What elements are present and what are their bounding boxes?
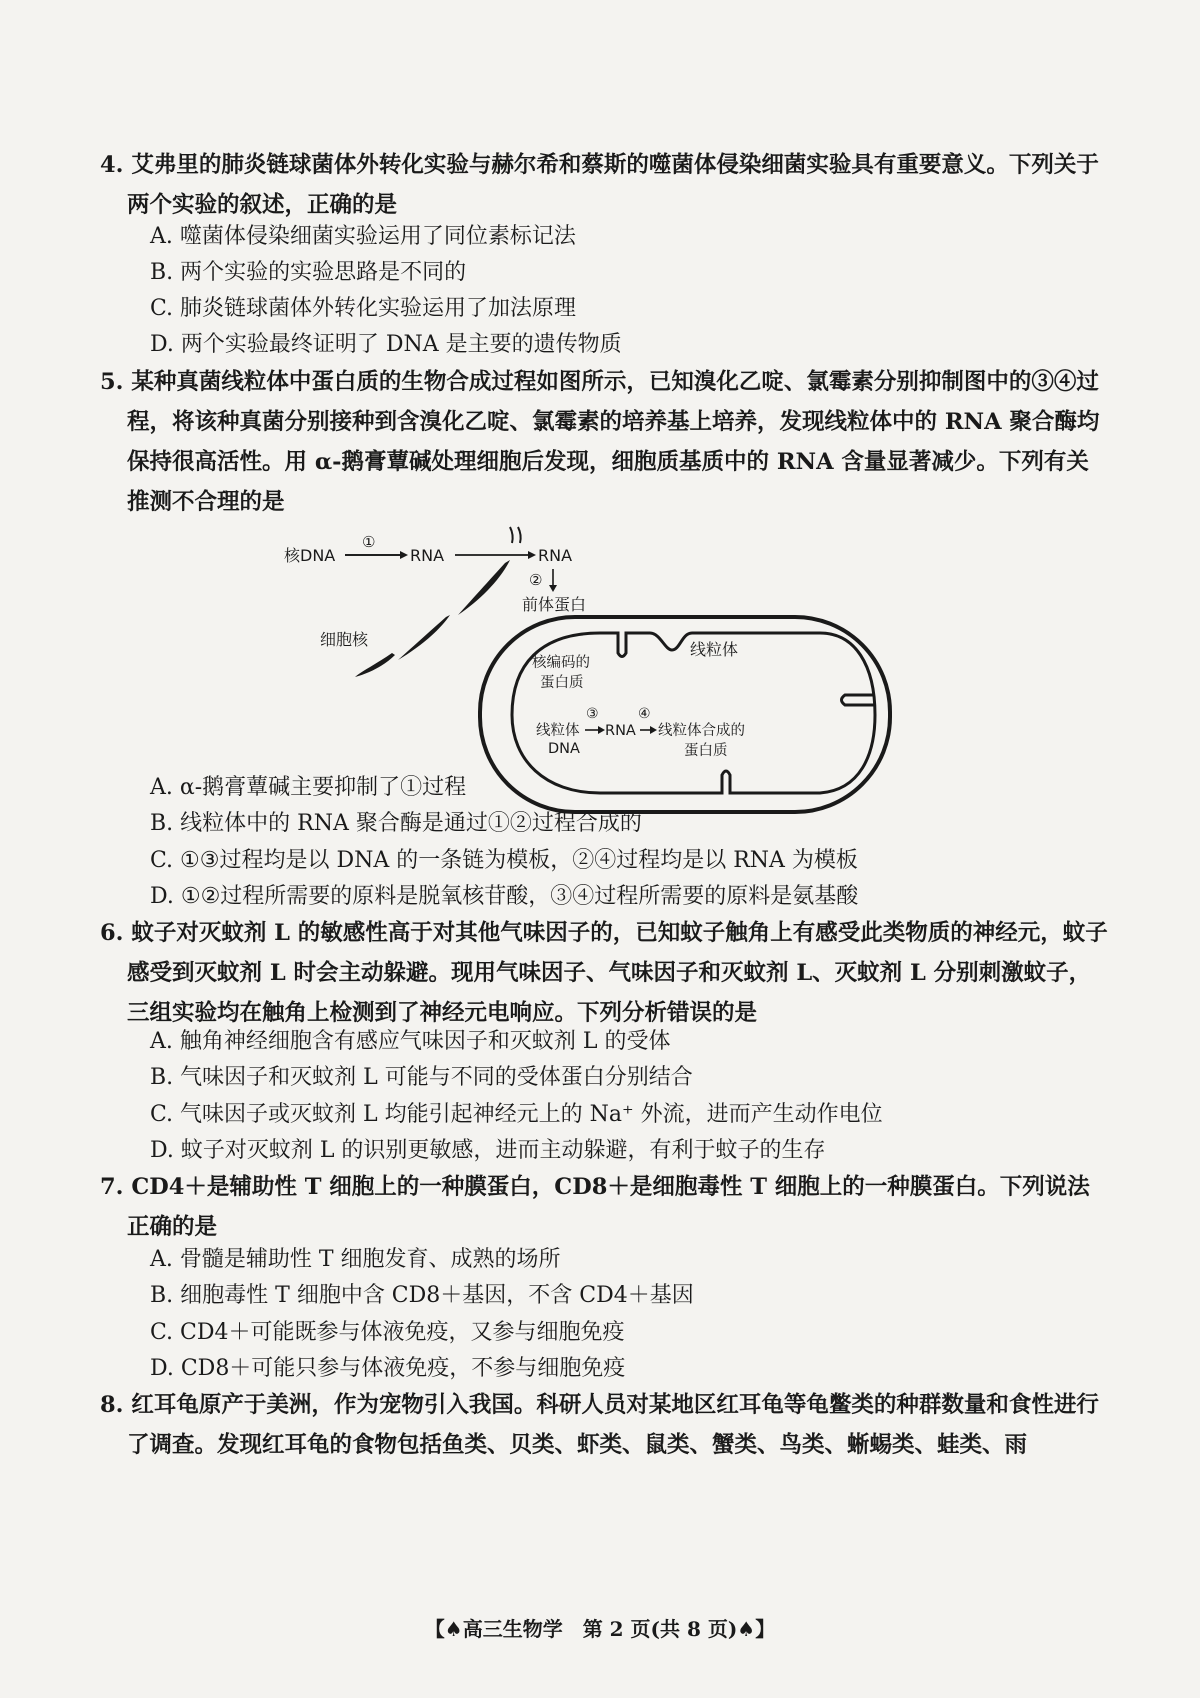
- arrow-2-head: [549, 585, 557, 592]
- question-5-text: 5. 某种真菌线粒体中蛋白质的生物合成过程如图所示，已知溴化乙啶、氯霉素分别抑制图中的③④过程，将该种真菌分别接种到含溴化乙啶、氯霉素的培养基上培养，发现线粒体中的 RNA 聚合酶均保持很高活性。用 α-鹅膏蕈碱处理细胞后发现，细胞质基质中的 RNA 含量显著减少。下列有关推测不合理的是: [100, 369, 1100, 515]
- precursor-protein-label: 前体蛋白: [522, 595, 587, 614]
- question-4-text: 4. 艾弗里的肺炎链球菌体外转化实验与赫尔希和蔡斯的噬菌体侵染细菌实验具有重要意义。下列关于两个实验的叙述，正确的是: [100, 152, 1099, 218]
- question-7-option-b: B. 细胞毒性 T 细胞中含 CD8＋基因，不含 CD4＋基因: [150, 1283, 694, 1308]
- nuclear-envelope-fragment-1: [458, 560, 510, 615]
- question-5-option-c: C. ①③过程均是以 DNA 的一条链为模板，②④过程均是以 RNA 为模板: [150, 848, 858, 873]
- question-8-stem: [100, 1385, 1110, 1465]
- step-3-label: ③: [586, 706, 599, 722]
- nuclear-envelope-fragment-2: [398, 615, 450, 660]
- mito-protein-label-1: 线粒体合成的: [658, 723, 745, 739]
- question-4-stem: [100, 145, 1110, 225]
- nuclear-protein-label-2: 蛋白质: [540, 675, 584, 691]
- mito-dna-label-2: DNA: [548, 741, 580, 757]
- question-4-option-d: D. 两个实验最终证明了 DNA 是主要的遗传物质: [150, 332, 622, 357]
- arrow-3-head: [598, 726, 605, 734]
- question-6-text: 6. 蚊子对灭蚊剂 L 的敏感性高于对其他气味因子的，已知蚊子触角上有感受此类物质的神经元，蚊子感受到灭蚊剂 L 时会主动躲避。现用气味因子、气味因子和灭蚊剂 L、灭蚊剂 L 分别刺激蚊子，三组实验均在触角上检测到了神经元电响应。下列分析错误的是: [100, 920, 1108, 1026]
- mito-dna-label-1: 线粒体: [536, 723, 580, 739]
- nuclear-envelope-fragment-3: [355, 653, 395, 677]
- question-4-option-b: B. 两个实验的实验思路是不同的: [150, 260, 467, 285]
- question-5-stem: [100, 362, 1110, 522]
- step-4-label: ④: [638, 706, 651, 722]
- arrow-1-head: [400, 551, 408, 559]
- mitochondrion-label: 线粒体: [690, 640, 739, 659]
- question-7-option-a: A. 骨髓是辅助性 T 细胞发育、成熟的场所: [150, 1247, 561, 1272]
- question-4-option-a: A. 噬菌体侵染细菌实验运用了同位素标记法: [150, 224, 576, 249]
- arrow-4-head: [650, 726, 657, 734]
- step-1-label: ①: [362, 533, 376, 551]
- question-7-option-d: D. CD8＋可能只参与体液免疫，不参与细胞免疫: [150, 1356, 626, 1381]
- question-6-option-a: A. 触角神经细胞含有感应气味因子和灭蚊剂 L 的受体: [150, 1029, 671, 1054]
- rna-label-3: RNA: [605, 723, 636, 739]
- question-7-text: 7. CD4＋是辅助性 T 细胞上的一种膜蛋白，CD8＋是细胞毒性 T 细胞上的一种膜蛋白。下列说法正确的是: [100, 1174, 1090, 1240]
- question-4-option-c: C. 肺炎链球菌体外转化实验运用了加法原理: [150, 296, 577, 321]
- question-6-option-b: B. 气味因子和灭蚊剂 L 可能与不同的受体蛋白分别结合: [150, 1065, 693, 1090]
- question-6-option-d: D. 蚊子对灭蚊剂 L 的识别更敏感，进而主动躲避，有利于蚊子的生存: [150, 1138, 826, 1163]
- nuclear-dna-label: 核DNA: [284, 546, 336, 565]
- question-6-stem: [100, 913, 1110, 1033]
- question-5-option-b: B. 线粒体中的 RNA 聚合酶是通过①②过程合成的: [150, 811, 642, 836]
- nuclear-protein-label-1: 核编码的: [532, 655, 590, 671]
- question-7-option-c: C. CD4＋可能既参与体液免疫，又参与细胞免疫: [150, 1320, 625, 1345]
- mito-protein-label-2: 蛋白质: [684, 743, 728, 759]
- question-8-text: 8. 红耳龟原产于美洲，作为宠物引入我国。科研人员对某地区红耳龟等龟鳖类的种群数量和食性进行了调查。发现红耳龟的食物包括鱼类、贝类、虾类、鼠类、蟹类、鸟类、蜥蜴类、蛙类、雨: [100, 1392, 1099, 1458]
- question-5-option-a: A. α-鹅膏蕈碱主要抑制了①过程: [150, 775, 467, 800]
- question-7-stem: [100, 1167, 1110, 1247]
- question-6-option-c: C. 气味因子或灭蚊剂 L 均能引起神经元上的 Na⁺ 外流，进而产生动作电位: [150, 1102, 883, 1127]
- rna-label-1: RNA: [410, 546, 445, 565]
- page-footer: 【♠高三生物学 第 2 页(共 8 页)♠】: [424, 1617, 776, 1641]
- crista-right: [842, 695, 876, 705]
- step-2-label: ②: [529, 571, 543, 589]
- rna-label-2: RNA: [538, 546, 573, 565]
- question-5-option-d: D. ①②过程所需要的原料是脱氧核苷酸，③④过程所需要的原料是氨基酸: [150, 884, 859, 909]
- nuclear-pore-icon: [510, 527, 521, 543]
- arrow-export-head: [528, 551, 536, 559]
- nucleus-label: 细胞核: [320, 630, 369, 649]
